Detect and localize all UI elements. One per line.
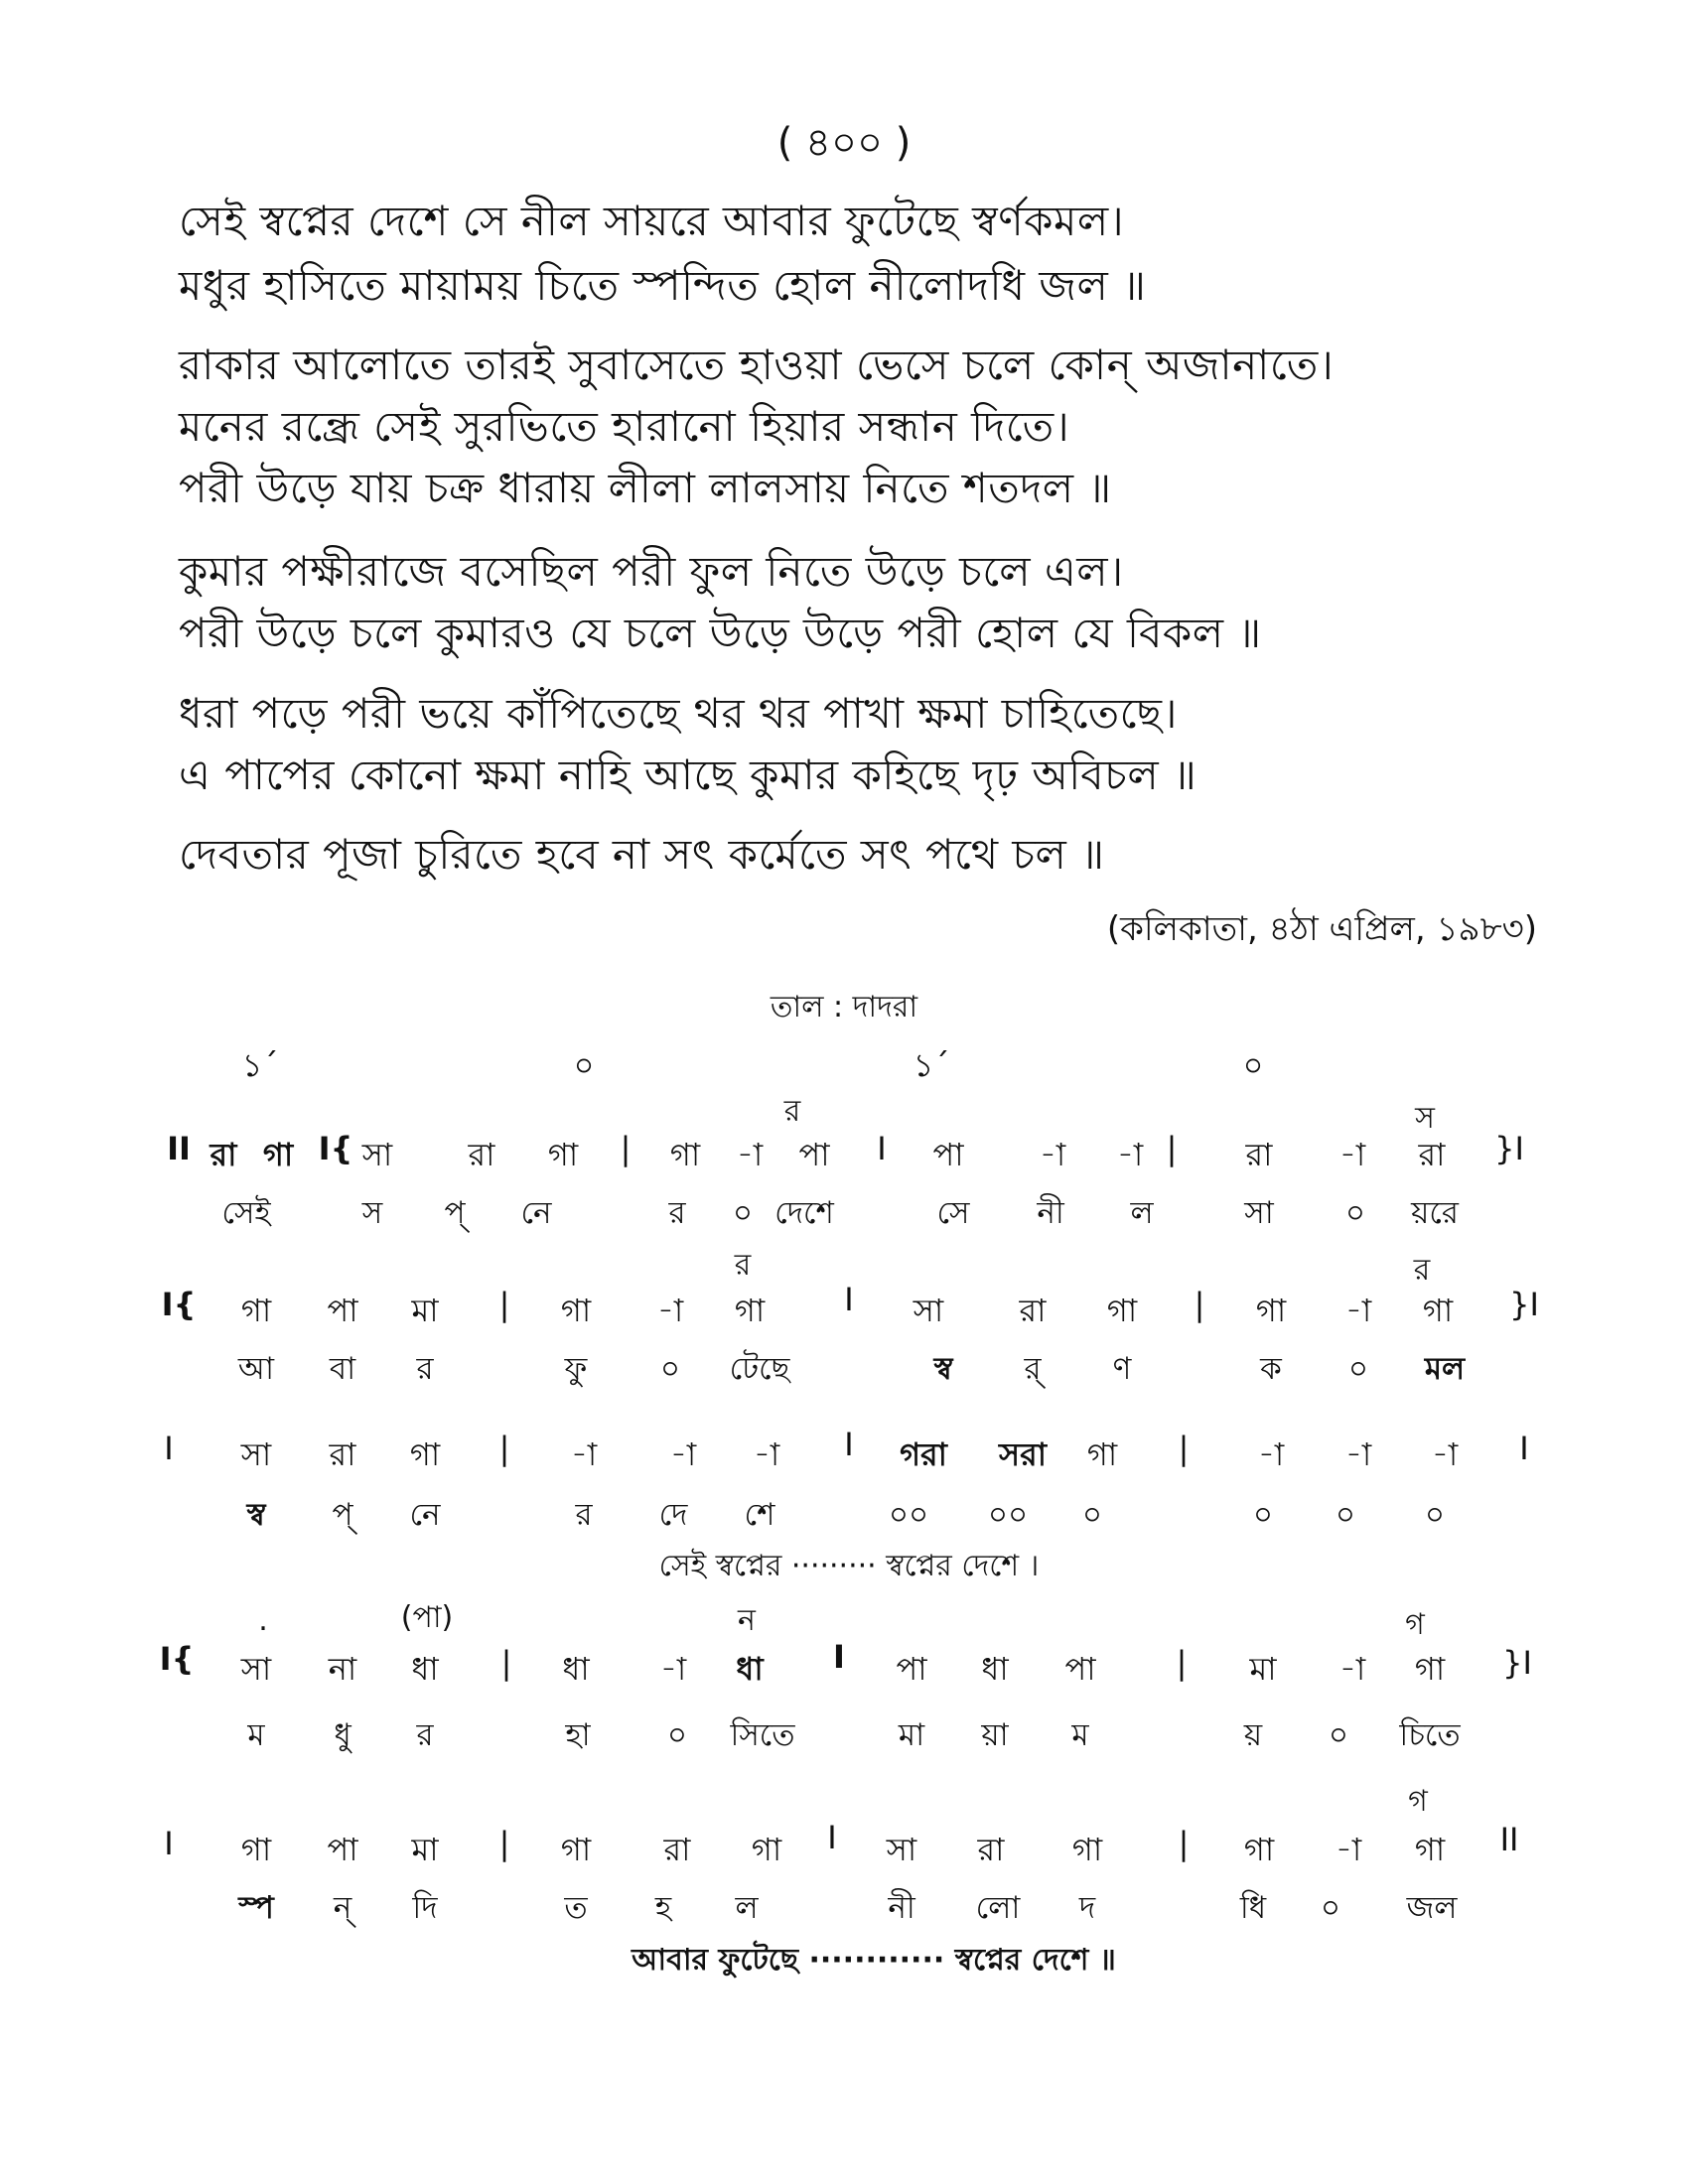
- note: ধা: [562, 1650, 590, 1688]
- note: ধা: [981, 1650, 1009, 1688]
- upper-note: (পা): [400, 1600, 454, 1635]
- syllable: সে: [936, 1195, 970, 1231]
- note: পা: [798, 1136, 830, 1173]
- barline: |: [1178, 1430, 1190, 1467]
- syllable: প্: [444, 1195, 466, 1231]
- upper-note: গ: [1405, 1607, 1425, 1642]
- note: গা: [1414, 1831, 1446, 1868]
- syllable: দি: [412, 1890, 438, 1926]
- barline: |: [498, 1825, 510, 1862]
- note: গা: [1243, 1831, 1275, 1868]
- beat-mark: ১´: [241, 1046, 279, 1084]
- syllable: ০: [1335, 1497, 1356, 1533]
- note: গা: [1414, 1650, 1446, 1688]
- note: গা: [1071, 1831, 1103, 1868]
- note: গা: [751, 1831, 782, 1868]
- upper-note: র: [1413, 1253, 1431, 1288]
- syllable: ধি: [1239, 1890, 1267, 1926]
- syllable: জল: [1406, 1890, 1458, 1926]
- note: -া: [659, 1650, 687, 1688]
- lyric-line: সেই স্বপ্নের দেশে সে নীল সায়রে আবার ফুটেছে স্বর্ণকমল।: [179, 197, 1125, 245]
- barline: I: [827, 1819, 837, 1856]
- barline: I: [844, 1426, 854, 1463]
- note: সরা: [998, 1435, 1048, 1473]
- syllable: নী: [888, 1890, 915, 1926]
- note: -া: [1344, 1292, 1372, 1329]
- lyric-line: দেবতার পূজা চুরিতে হবে না সৎ কর্মেতে সৎ পথে চল ॥: [179, 830, 1105, 879]
- syllable: বা: [329, 1351, 356, 1387]
- syllable: ০: [1081, 1497, 1103, 1533]
- note: ধা: [736, 1650, 764, 1688]
- barline: |: [1194, 1286, 1205, 1323]
- barline: I: [164, 1430, 174, 1467]
- tala-heading: তাল : দাদরা: [770, 990, 918, 1024]
- note: ধা: [411, 1650, 439, 1688]
- note: -া: [1338, 1650, 1366, 1688]
- barline: }I: [1494, 1130, 1524, 1167]
- syllable: ০: [1328, 1717, 1349, 1753]
- barline: }I: [1502, 1644, 1532, 1682]
- syllable: য়: [1243, 1717, 1263, 1753]
- syllable: ন্: [333, 1890, 352, 1926]
- syllable: নে: [520, 1195, 552, 1231]
- note: সা: [361, 1136, 393, 1173]
- note: না: [328, 1650, 357, 1688]
- beat-mark: ১´: [913, 1046, 950, 1084]
- barline: I: [833, 1638, 845, 1676]
- syllable: হ: [654, 1890, 672, 1926]
- note: পা: [932, 1136, 964, 1173]
- syllable: ০: [1347, 1351, 1369, 1387]
- note: গা: [669, 1136, 701, 1173]
- upper-note: ন: [738, 1603, 756, 1638]
- syllable: ম: [1071, 1717, 1089, 1753]
- note: রা: [1418, 1136, 1446, 1173]
- note: -া: [1039, 1136, 1066, 1173]
- note: সা: [240, 1650, 272, 1688]
- note: রা: [210, 1136, 237, 1173]
- upper-note: স: [1415, 1101, 1435, 1136]
- syllable: হা: [565, 1717, 591, 1753]
- note: পা: [1064, 1650, 1096, 1688]
- note: -া: [1431, 1435, 1459, 1473]
- place-date: (কলিকাতা, ৪ঠা এপ্রিল, ১৯৮৩): [1106, 909, 1537, 949]
- note: গা: [1106, 1292, 1138, 1329]
- note: রা: [1019, 1292, 1047, 1329]
- syllable: ০: [1344, 1195, 1366, 1231]
- refrain-note: আবার ফুটেছে ············ স্বপ্নের দেশে ॥: [632, 1943, 1116, 1978]
- barline: I: [1519, 1430, 1529, 1467]
- syllable: ধু: [334, 1717, 352, 1753]
- barline: |: [498, 1286, 510, 1323]
- note: -া: [1335, 1831, 1362, 1868]
- barline: |: [1166, 1130, 1178, 1167]
- syllable: র: [575, 1497, 593, 1533]
- note: -া: [669, 1435, 697, 1473]
- lyric-line: মধুর হাসিতে মায়াময় চিতে স্পন্দিত হোল নীলোদধি জল ॥: [179, 261, 1147, 310]
- barline: II: [167, 1130, 191, 1167]
- note: -া: [753, 1435, 780, 1473]
- syllable: আ: [237, 1351, 275, 1387]
- syllable: ল: [1130, 1195, 1154, 1231]
- note: মা: [411, 1831, 439, 1868]
- syllable: ০: [659, 1351, 681, 1387]
- syllable: চিতে: [1399, 1717, 1461, 1753]
- note: গা: [262, 1136, 294, 1173]
- syllable: ০০: [888, 1497, 929, 1533]
- note: মা: [411, 1292, 439, 1329]
- note: রা: [329, 1435, 356, 1473]
- barline: II: [1499, 1821, 1519, 1858]
- syllable: সা: [1244, 1195, 1274, 1231]
- syllable: ০: [732, 1195, 754, 1231]
- barline: I: [844, 1281, 854, 1318]
- lyric-line: মনের রন্ধ্রে সেই সুরভিতে হারানো হিয়ার সন্ধান দিতে।: [179, 402, 1070, 451]
- syllable: ০: [1424, 1497, 1446, 1533]
- note: গরা: [900, 1435, 947, 1473]
- note: রা: [977, 1831, 1005, 1868]
- syllable: প্: [332, 1497, 353, 1533]
- syllable: দ: [1078, 1890, 1096, 1926]
- syllable: ক: [1260, 1351, 1282, 1387]
- note: -া: [1338, 1136, 1366, 1173]
- syllable: স্ব: [933, 1351, 953, 1387]
- barline: |: [620, 1130, 632, 1167]
- note: গা: [409, 1435, 441, 1473]
- syllable: লো: [975, 1890, 1021, 1926]
- page-number: ( ৪০০ ): [776, 120, 912, 166]
- lyric-line: পরী উড়ে চলে কুমারও যে চলে উড়ে উড়ে পরী হোল যে বিকল ॥: [179, 609, 1262, 657]
- syllable: সিতে: [730, 1717, 795, 1753]
- syllable: র: [668, 1195, 686, 1231]
- syllable: র: [416, 1717, 434, 1753]
- syllable: ল: [735, 1890, 759, 1926]
- note: রা: [468, 1136, 495, 1173]
- note: সা: [913, 1292, 944, 1329]
- barline: I: [164, 1825, 174, 1862]
- upper-note: .: [258, 1603, 268, 1638]
- barline: I{: [161, 1286, 197, 1323]
- syllable: টেছে: [729, 1351, 790, 1387]
- syllable: দে: [658, 1497, 688, 1533]
- note: গা: [240, 1831, 272, 1868]
- note: সা: [886, 1831, 917, 1868]
- note: গা: [734, 1292, 766, 1329]
- note: -া: [1116, 1136, 1144, 1173]
- note: রা: [663, 1831, 691, 1868]
- syllable: ত: [564, 1890, 588, 1926]
- note: গা: [560, 1292, 592, 1329]
- syllable: ম: [247, 1717, 265, 1753]
- syllable: র: [416, 1351, 434, 1387]
- note: পা: [327, 1831, 358, 1868]
- upper-note: র: [734, 1248, 752, 1283]
- lyric-line: পরী উড়ে যায় চক্র ধারায় লীলা লালসায় নিতে শতদল ॥: [179, 464, 1112, 512]
- barline: I{: [318, 1130, 353, 1167]
- note: -া: [736, 1136, 764, 1173]
- barline: |: [1178, 1825, 1190, 1862]
- syllable: ০: [1320, 1890, 1341, 1926]
- barline: |: [500, 1644, 512, 1682]
- syllable: য়রে: [1411, 1195, 1459, 1231]
- syllable: শে: [744, 1497, 775, 1533]
- upper-note: গ: [1408, 1784, 1428, 1819]
- note: মা: [1249, 1650, 1277, 1688]
- syllable: ফু: [564, 1351, 588, 1387]
- syllable: সেই: [221, 1195, 271, 1231]
- note: পা: [896, 1650, 927, 1688]
- note: -া: [656, 1292, 684, 1329]
- note: রা: [1245, 1136, 1273, 1173]
- beat-mark: ০: [1242, 1046, 1264, 1084]
- syllable: দেশে: [774, 1195, 834, 1231]
- syllable: মল: [1424, 1351, 1466, 1387]
- note: পা: [327, 1292, 358, 1329]
- syllable: স: [361, 1195, 383, 1231]
- syllable: র্: [1024, 1351, 1042, 1387]
- upper-note: র: [783, 1094, 801, 1129]
- syllable: স্প: [238, 1890, 274, 1926]
- barline: I: [877, 1130, 887, 1167]
- syllable: নী: [1037, 1195, 1064, 1231]
- note: গা: [560, 1831, 592, 1868]
- syllable: য়া: [981, 1717, 1009, 1753]
- note: গা: [1255, 1292, 1287, 1329]
- syllable: ০: [666, 1717, 688, 1753]
- barline: }I: [1509, 1286, 1539, 1323]
- lyric-line: কুমার পক্ষীরাজে বসেছিল পরী ফুল নিতে উড়ে চলে এল।: [179, 547, 1124, 596]
- syllable: স্ব: [246, 1497, 266, 1533]
- lyric-line: ধরা পড়ে পরী ভয়ে কাঁপিতেছে থর থর পাখা ক্ষমা চাহিতেছে।: [179, 689, 1178, 738]
- lyric-line: এ পাপের কোনো ক্ষমা নাহি আছে কুমার কহিছে দৃঢ় অবিচল ॥: [179, 751, 1197, 799]
- note: -া: [1257, 1435, 1285, 1473]
- note: -া: [1344, 1435, 1372, 1473]
- note: গা: [1422, 1292, 1454, 1329]
- refrain-note: সেই স্বপ্নের ········· স্বপ্নের দেশে ।: [658, 1549, 1040, 1583]
- syllable: মা: [898, 1717, 925, 1753]
- note: সা: [240, 1435, 272, 1473]
- barline: |: [498, 1430, 510, 1467]
- note: গা: [547, 1136, 579, 1173]
- syllable: নে: [409, 1497, 441, 1533]
- syllable: ০: [1252, 1497, 1274, 1533]
- syllable: ০০: [987, 1497, 1029, 1533]
- note: গা: [240, 1292, 272, 1329]
- note: গা: [1086, 1435, 1118, 1473]
- syllable: ণ: [1112, 1351, 1132, 1387]
- lyric-line: রাকার আলোতে তারই সুবাসেতে হাওয়া ভেসে চলে কোন্ অজানাতে।: [179, 341, 1335, 389]
- barline: |: [1176, 1644, 1188, 1682]
- note: -া: [570, 1435, 598, 1473]
- beat-mark: ০: [573, 1046, 595, 1084]
- barline: I{: [159, 1640, 195, 1678]
